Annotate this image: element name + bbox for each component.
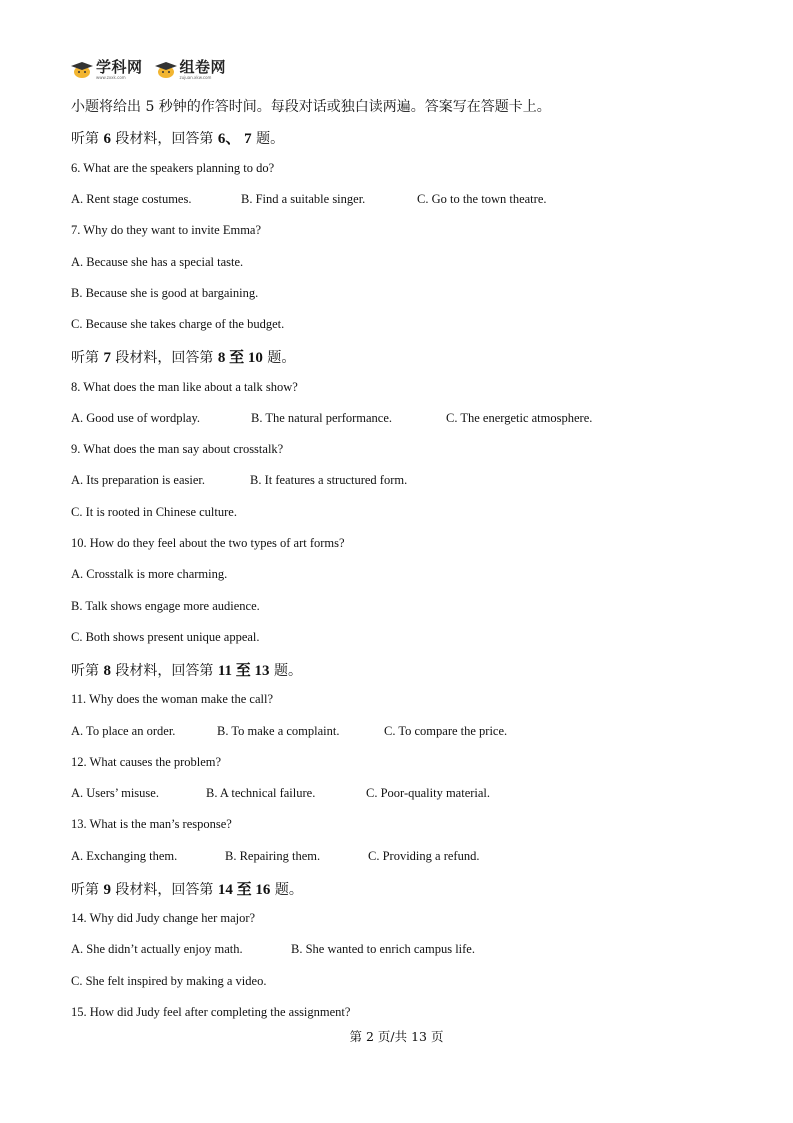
header-logos	[71, 60, 226, 80]
logo-text: 学科网	[96, 58, 143, 76]
option-c: C. To compare the price.	[384, 724, 508, 738]
option-c: C. It is rooted in Chinese culture.	[71, 505, 237, 519]
option-b: B. Because she is good at bargaining.	[71, 286, 259, 300]
question-14: 14. Why did Judy change her major?	[71, 911, 256, 925]
option-c: C. The energetic atmosphere.	[446, 411, 593, 425]
question-11: 11. Why does the woman make the call?	[71, 692, 274, 706]
option-c: C. Poor-quality material.	[366, 786, 491, 800]
option-c: C. Go to the town theatre.	[417, 192, 547, 206]
section-heading: 听第 8 段材料，回答第 11 至 13 题。	[71, 663, 302, 679]
option-a: A. Because she has a special taste.	[71, 255, 244, 269]
logo-xkw	[71, 60, 143, 80]
question-13: 13. What is the man’s response?	[71, 817, 232, 831]
option-a: A. Users’ misuse.	[71, 786, 159, 800]
logo-zjw	[155, 60, 227, 80]
page-footer: 第 2 页/共 13 页	[349, 1029, 444, 1044]
option-b: B. She wanted to enrich campus life.	[291, 942, 475, 956]
mortarboard-face-icon	[71, 62, 93, 78]
option-b: B. Repairing them.	[225, 849, 321, 863]
option-c: C. Both shows present unique appeal.	[71, 630, 260, 644]
option-b: B. Find a suitable singer.	[241, 192, 366, 206]
option-a: A. To place an order.	[71, 724, 176, 738]
question-6: 6. What are the speakers planning to do?	[71, 161, 275, 175]
question-12: 12. What causes the problem?	[71, 755, 222, 769]
section-heading: 听第 9 段材料，回答第 14 至 16 题。	[71, 882, 303, 898]
option-a: A. Its preparation is easier.	[71, 473, 205, 487]
question-10: 10. How do they feel about the two types of art forms?	[71, 536, 345, 550]
option-c: C. She felt inspired by making a video.	[71, 974, 267, 988]
option-b: B. The natural performance.	[251, 411, 393, 425]
section-heading: 听第 6 段材料，回答第 6、 7 题。	[71, 131, 285, 147]
question-7: 7. Why do they want to invite Emma?	[71, 223, 262, 237]
option-b: B. To make a complaint.	[217, 724, 340, 738]
question-8: 8. What does the man like about a talk show?	[71, 380, 298, 394]
option-b: B. It features a structured form.	[250, 473, 408, 487]
option-c: C. Because she takes charge of the budget.	[71, 317, 285, 331]
option-a: A. She didn’t actually enjoy math.	[71, 942, 243, 956]
logo-text: 组卷网	[179, 58, 227, 76]
option-b: B. A technical failure.	[206, 786, 316, 800]
option-a: A. Good use of wordplay.	[71, 411, 201, 425]
option-a: A. Exchanging them.	[71, 849, 178, 863]
mortarboard-face-icon	[155, 62, 177, 78]
logo-subtext: zujuan.xkw.com	[179, 75, 212, 80]
question-15: 15. How did Judy feel after completing the assignment?	[71, 1005, 351, 1019]
instructions: 小题将给出 5 秒钟的作答时间。每段对话或独白读两遍。答案写在答题卡上。	[71, 99, 551, 115]
question-9: 9. What does the man say about crosstalk?	[71, 442, 284, 456]
option-a: A. Rent stage costumes.	[71, 192, 192, 206]
logo-subtext: www.zxxk.com	[96, 75, 126, 80]
option-c: C. Providing a refund.	[368, 849, 480, 863]
option-a: A. Crosstalk is more charming.	[71, 567, 228, 581]
option-b: B. Talk shows engage more audience.	[71, 599, 260, 613]
section-heading: 听第 7 段材料，回答第 8 至 10 题。	[71, 350, 296, 366]
